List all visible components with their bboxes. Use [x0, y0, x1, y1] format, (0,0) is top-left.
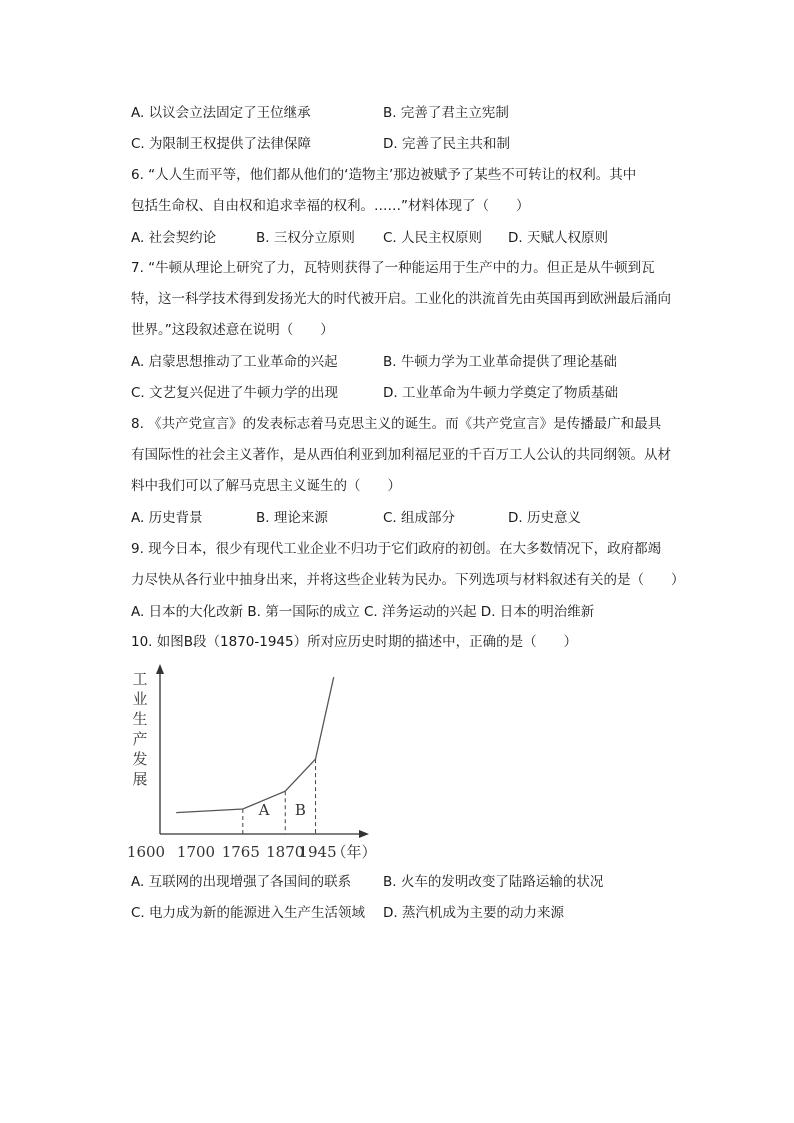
q7-option-d: D. 工业革命为牛顿力学奠定了物质基础 [383, 385, 618, 401]
q5-option-a: A. 以议会立法固定了王位继承 [131, 105, 311, 121]
chart-ylabel-char: 业 [132, 690, 148, 708]
q6-option-d: D. 天赋人权原则 [508, 230, 608, 246]
chart-x-tick-label: 1700 [176, 843, 216, 860]
q8-option-b: B. 理论来源 [256, 510, 328, 526]
chart-x-tick-label: 1765 [221, 843, 260, 860]
q8-stem-line2: 有国际性的社会主义著作，是从西伯利亚到加利福尼亚的千百万工人公认的共同纲领。从材 [131, 447, 671, 463]
chart-x-tick-label: 1945 [298, 843, 337, 860]
chart-ylabel-char: 产 [132, 730, 148, 748]
chart-svg [126, 660, 396, 860]
q6-option-a: A. 社会契约论 [131, 230, 217, 246]
q8-option-c: C. 组成部分 [383, 510, 456, 526]
q8-stem-line1: 8. 《共产党宣言》的发表标志着马克思主义的诞生。而《共产党宣言》是传播最广和最具 [131, 416, 662, 432]
chart-segment-label-a: A [258, 801, 270, 819]
chart-x-tick-label: 1870 [266, 843, 305, 860]
q7-option-b: B. 牛顿力学为工业革命提供了理论基础 [383, 354, 617, 370]
q5-option-d: D. 完善了民主共和制 [383, 136, 510, 152]
q9-options-line: A. 日本的大化改新 B. 第一国际的成立 C. 洋务运动的兴起 D. 日本的明治维新 [131, 604, 595, 620]
q10-option-c: C. 电力成为新的能源进入生产生活领域 [131, 905, 366, 921]
q9-stem-line2: 力尽快从各行业中抽身出来，并将这些企业转为民办。下列选项与材料叙述有关的是（ ） [131, 572, 685, 588]
chart-series-line [176, 677, 334, 813]
q7-stem-line2: 特，这一科学技术得到发扬光大的时代被开启。工业化的洪流首先由英国再到欧洲最后涌向 [131, 291, 671, 307]
chart-ylabel-char: 发 [132, 750, 148, 768]
q9-stem-line1: 9. 现今日本，很少有现代工业企业不归功于它们政府的初创。在大多数情况下，政府都竭 [131, 541, 662, 557]
chart-x-axis-label: （年） [331, 843, 377, 860]
q7-option-a: A. 启蒙思想推动了工业革命的兴起 [131, 354, 338, 370]
chart-x-tick-label: 1600 [126, 843, 166, 860]
q8-option-a: A. 历史背景 [131, 510, 203, 526]
q6-option-c: C. 人民主权原则 [383, 230, 483, 246]
q10-option-d: D. 蒸汽机成为主要的动力来源 [383, 905, 564, 921]
industrial-production-chart [126, 660, 396, 860]
q6-stem-line1: 6. “人人生而平等，他们都从他们的‘造物主’那边被赋予了某些不可转让的权利。其中 [131, 167, 637, 183]
chart-ylabel-char: 展 [132, 770, 148, 788]
q6-option-b: B. 三权分立原则 [256, 230, 355, 246]
q7-option-c: C. 文艺复兴促进了牛顿力学的出现 [131, 385, 339, 401]
q6-stem-line2: 包括生命权、自由权和追求幸福的权利。……”材料体现了（ ） [131, 198, 530, 214]
chart-ylabel-char: 生 [132, 710, 148, 728]
chart-x-axis-arrow [359, 830, 369, 838]
q7-stem-line3: 世界。”这段叙述意在说明（ ） [131, 322, 334, 338]
chart-segment-label-b: B [294, 801, 306, 819]
q7-stem-line1: 7. “牛顿从理论上研究了力，瓦特则获得了一种能运用于生产中的力。但正是从牛顿到瓦 [131, 260, 655, 276]
q8-option-d: D. 历史意义 [508, 510, 581, 526]
chart-ylabel-char: 工 [132, 670, 148, 688]
q10-option-b: B. 火车的发明改变了陆路运输的状况 [383, 874, 604, 890]
q5-option-b: B. 完善了君主立宪制 [383, 105, 509, 121]
chart-y-axis-arrow [156, 664, 164, 674]
q10-option-a: A. 互联网的出现增强了各国间的联系 [131, 874, 352, 890]
q10-stem-line1: 10. 如图B段（1870-1945）所对应历史时期的描述中，正确的是（ ） [131, 634, 578, 650]
q5-option-c: C. 为限制王权提供了法律保障 [131, 136, 312, 152]
q8-stem-line3: 料中我们可以了解马克思主义诞生的（ ） [131, 478, 401, 494]
